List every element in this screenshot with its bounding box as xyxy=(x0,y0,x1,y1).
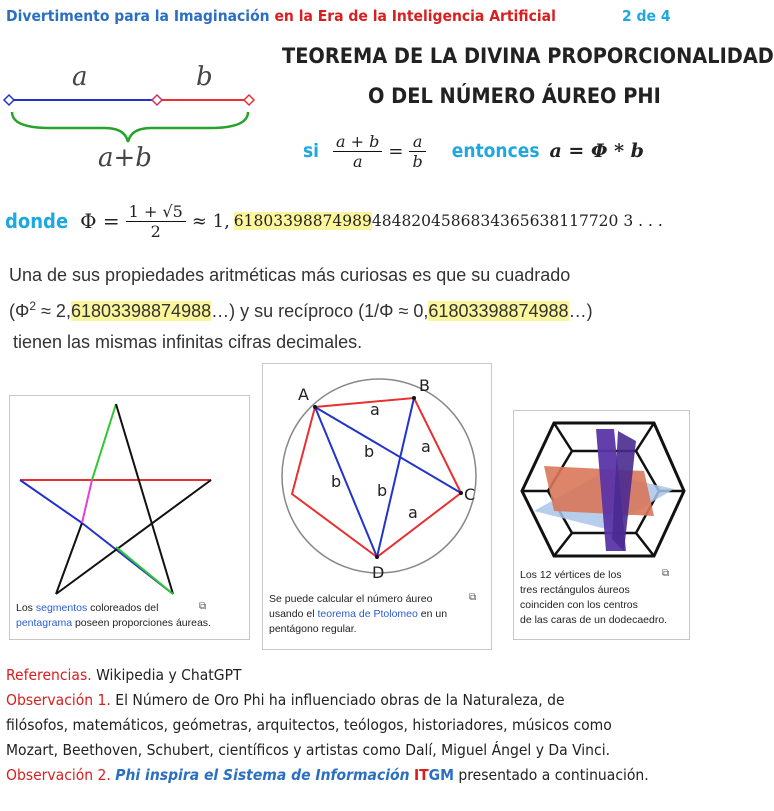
endpoint-mid xyxy=(152,95,162,105)
page-indicator: 2 de 4 xyxy=(622,7,671,25)
obs2-italic: Phi inspira el Sistema de Información xyxy=(115,766,410,784)
donde-label: donde xyxy=(5,209,69,233)
golden-rectangle-orange xyxy=(544,466,654,516)
brand-gm: GM xyxy=(428,766,454,784)
headline-line1: TEOREMA DE LA DIVINA PROPORCIONALIDAD xyxy=(282,44,774,69)
link-teorema-ptolomeo[interactable]: teorema de Ptolomeo xyxy=(317,608,418,620)
property-paragraph: Una de sus propiedades aritméticas más curiosas es que su cuadrado ($\Phi^2$ ≈ 2,61803398874988…) y su recíproco (1/Φ ≈ 0,61803398874988…) tienen las mismas infinitas cifras decimales. xyxy=(9,265,593,352)
endpoint-left xyxy=(4,95,14,105)
header-line xyxy=(6,7,556,25)
brand-it: IT xyxy=(413,766,429,784)
expand-icon[interactable]: ⧉ xyxy=(199,601,207,612)
expand-icon[interactable]: ⧉ xyxy=(662,568,670,579)
link-pentagrama[interactable]: pentagrama xyxy=(16,617,73,629)
label-a: a xyxy=(72,62,88,92)
phi-digits-highlight: 61803398874989 xyxy=(233,212,372,230)
header-title-red: en la Era de la Inteligencia Artificial xyxy=(274,7,556,25)
sum-brace xyxy=(12,112,248,142)
definition-line: donde Φ = $\frac{1 + √5}{2}$ ≈ 1, 618033988749894848204586834365638117720 3 . . . xyxy=(5,201,663,241)
obs2-label: Observación 2. xyxy=(6,766,111,784)
label-sum: a+b xyxy=(98,143,152,173)
pentagram-caption: Los segmentos coloreados del pentagrama poseen proporciones áureas. xyxy=(16,602,211,629)
figure-pentagram xyxy=(9,395,250,640)
headline-line2: O DEL NÚMERO ÁUREO PHI xyxy=(368,84,661,109)
expand-icon[interactable]: ⧉ xyxy=(469,592,477,603)
link-segmentos[interactable]: segmentos xyxy=(35,602,88,614)
si-label: si xyxy=(303,140,320,162)
figure-dodecahedron xyxy=(513,410,690,640)
result-formula: a = Φ * b xyxy=(549,140,644,162)
phi-digits-rest: 4848204586834365638117720 3 . . . xyxy=(371,212,663,230)
phi-fraction: $\frac{1 + √5}{2}$ xyxy=(126,202,186,241)
phi-equals: Φ = xyxy=(80,209,120,233)
fraction-sum-over-a: $\frac{a + b}{a}$ xyxy=(333,132,382,171)
figure-ptolemy: A B C D a a a b b b Se puede calcular el número áureo usando el teorema de Ptolomeo en un pentágono regular. ⧉ xyxy=(262,363,492,650)
footer-notes: Referencias. Wikipedia y ChatGPT Observación 1. El Número de Oro Phi ha influenciado obras de la Naturaleza, de filósofos, matemáticos, geómetras, arquitectos, teólogos, historiadores, músicos como Mozart, Beethoven, Schubert, científicos y artistas como Dalí, Miguel Ángel y Da Vinci. Observación 2. Phi inspira el Sistema de Información ITGM presentado a continuación. xyxy=(6,666,649,784)
ref-label: Referencias. xyxy=(6,666,92,684)
obs1-label: Observación 1. xyxy=(6,691,111,709)
entonces-label: entonces xyxy=(451,140,540,162)
pentagram-drawing xyxy=(10,396,249,596)
header-title-blue: Divertimento para la Imaginación xyxy=(6,7,270,25)
condition-formula: si $\frac{a + b}{a}$ = $\frac{a}{b}$ entonces a = Φ * b xyxy=(303,131,644,171)
dodecahedron-drawing xyxy=(514,411,689,566)
endpoint-right xyxy=(244,95,254,105)
dodecahedron-caption: Los 12 vértices de los tres rectángulos áureos coinciden con los centros de las caras de un dodecaedro. xyxy=(520,569,668,626)
ptolemy-caption: Se puede calcular el número áureo usando el teorema de Ptolomeo en un pentágono regular. xyxy=(269,593,448,635)
label-b: b xyxy=(196,62,213,92)
fraction-a-over-b: $\frac{a}{b}$ xyxy=(409,132,425,171)
phi-digits xyxy=(234,212,663,230)
